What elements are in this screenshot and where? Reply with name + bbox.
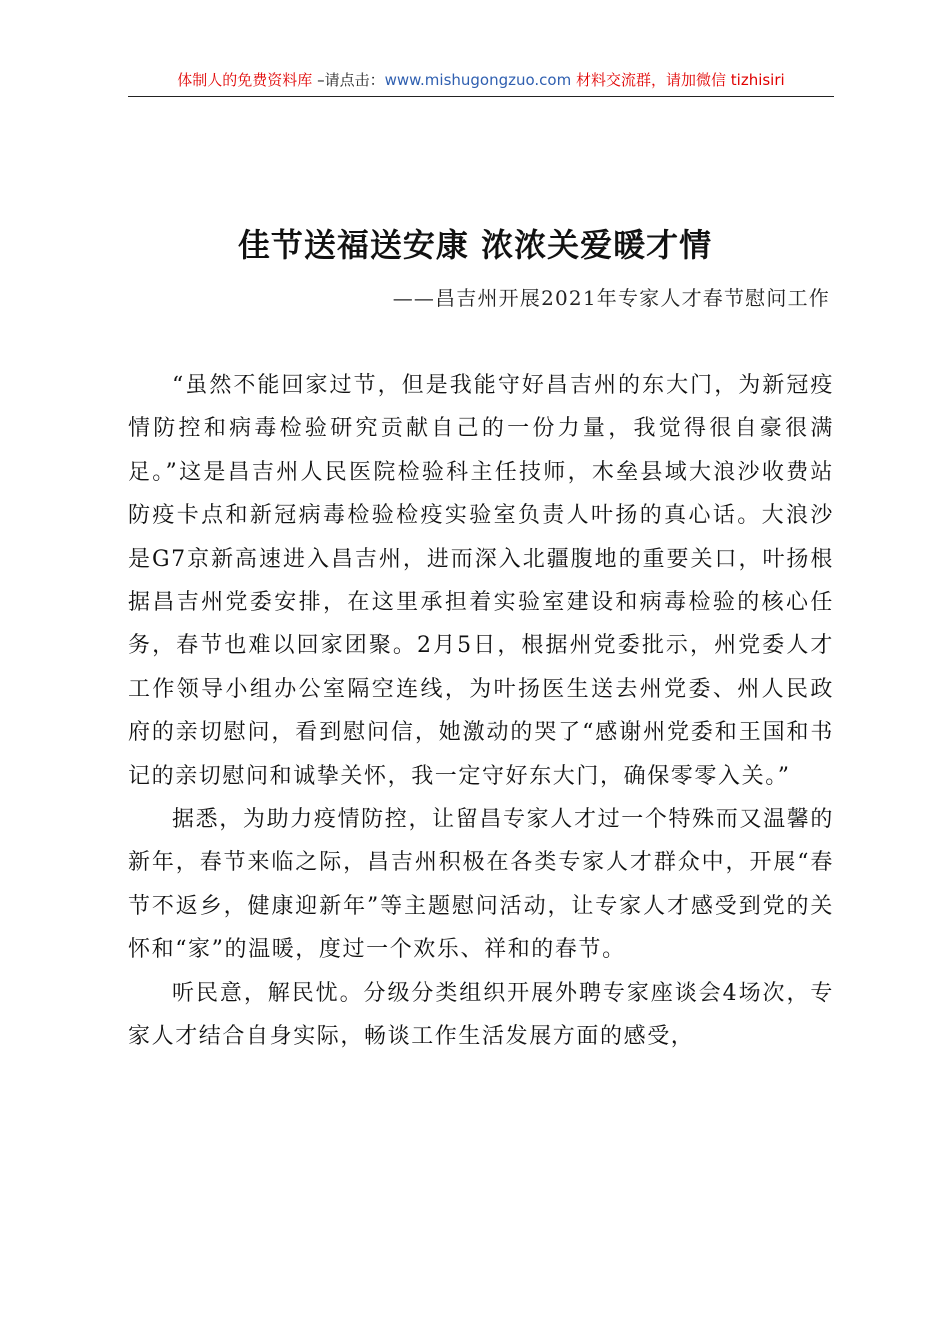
header-url-link[interactable]: www.mishugongzuo.com xyxy=(384,71,572,89)
header-prompt: –请点击： xyxy=(312,71,385,89)
header-wechat-note: 材料交流群，请加微信 tizhisiri xyxy=(571,71,785,89)
page-header xyxy=(128,70,834,97)
header-site-name: 体制人的免费资料库 xyxy=(177,71,313,89)
article-subtitle: ——昌吉州开展2021年专家人才春节慰问工作 xyxy=(392,286,830,310)
paragraph-1: “虽然不能回家过节，但是我能守好昌吉州的东大门，为新冠疫情防控和病毒检验研究贡献自己的一份力量，我觉得很自豪很满足。”这是昌吉州人民医院检验科主任技师，木垒县域大浪沙收费站防疫卡点和新冠病毒检验检疫实验室负责人叶扬的真心话。大浪沙是G7京新高速进入昌吉州，进而深入北疆腹地的重要关口，叶扬根据昌吉州党委安排，在这里承担着实验室建设和病毒检验的核心任务，春节也难以回家团聚。2月5日，根据州党委批示，州党委人才工作领导小组办公室隔空连线，为叶扬医生送去州党委、州人民政府的亲切慰问，看到慰问信，她激动的哭了“感谢州党委和王国和书记的亲切慰问和诚挚关怀，我一定守好东大门，确保零零入关。” xyxy=(128,373,834,789)
paragraph-2: 据悉，为助力疫情防控，让留昌专家人才过一个特殊而又温馨的新年，春节来临之际，昌吉州积极在各类专家人才群众中，开展“春节不返乡，健康迎新年”等主题慰问活动，让专家人才感受到党的关怀和“家”的温暖，度过一个欢乐、祥和的春节。 xyxy=(128,807,834,963)
article-body xyxy=(128,364,834,1059)
article-title: 佳节送福送安康 浓浓关爱暖才情 xyxy=(237,226,713,264)
paragraph-3: 听民意，解民忧。分级分类组织开展外聘专家座谈会4场次，专家人才结合自身实际，畅谈工作生活发展方面的感受， xyxy=(128,980,834,1050)
